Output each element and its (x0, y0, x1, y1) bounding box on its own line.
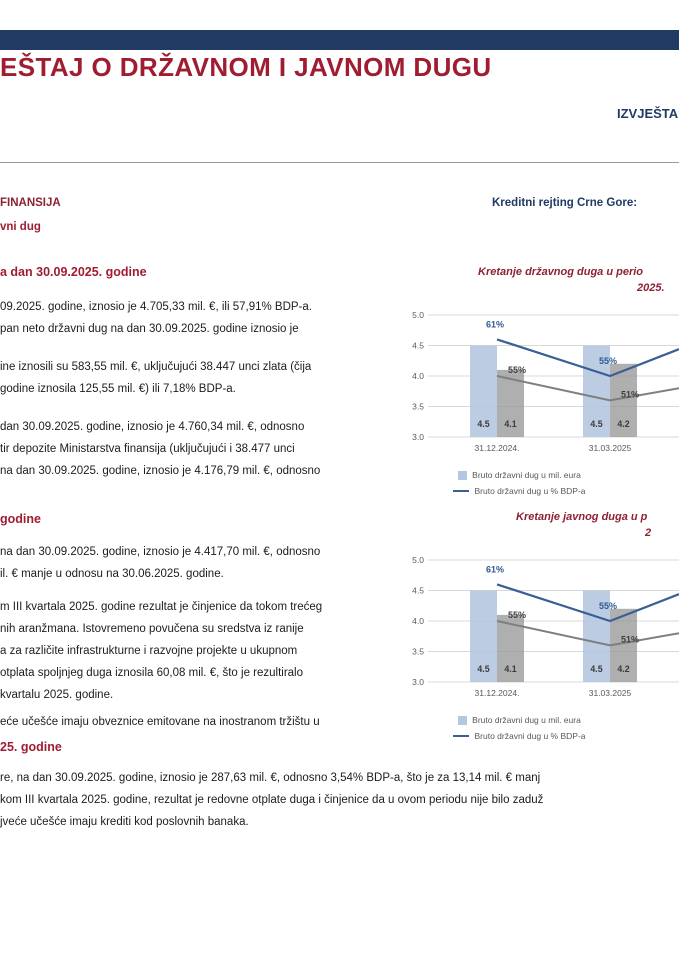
text-line: jveće učešće imaju krediti kod poslovnih banaka. (0, 816, 249, 828)
chart-title-public-debt-line2: 2 (645, 527, 652, 539)
ministry-label: FINANSIJA (0, 197, 61, 209)
legend-line-marker-icon (453, 490, 469, 492)
svg-text:4.2: 4.2 (617, 419, 630, 429)
paragraph (0, 541, 393, 585)
legend-label: Bruto državni dug u % BDP-a (474, 486, 586, 496)
paragraph (0, 767, 679, 833)
text-line: 09.2025. godine, iznosio je 4.705,33 mil. €, ili 57,91% BDP-a. (0, 301, 312, 313)
text-line: ine iznosili su 583,55 mil. €, uključujući 38.447 unci zlata (čija (0, 361, 312, 373)
paragraph (0, 296, 393, 340)
svg-text:4.5: 4.5 (590, 664, 603, 674)
svg-text:51%: 51% (620, 389, 640, 400)
svg-text:4.5: 4.5 (412, 585, 424, 596)
text-line: godine iznosila 125,55 mil. €) ili 7,18% BDP-a. (0, 383, 236, 395)
svg-text:5.0: 5.0 (412, 555, 424, 565)
svg-text:55%: 55% (507, 610, 527, 620)
text-line: il. € manje u odnosu na 30.06.2025. godine. (0, 568, 224, 580)
section-heading-state-debt: a dan 30.09.2025. godine (0, 265, 147, 279)
svg-text:3.5: 3.5 (412, 646, 424, 657)
legend-line-marker-icon (453, 735, 469, 737)
paragraph (0, 711, 393, 733)
report-subtitle: IZVJEŠTA (617, 106, 679, 121)
state-debt-chart (400, 303, 679, 463)
svg-text:61%: 61% (485, 319, 505, 330)
text-line: na dan 30.09.2025. godine, iznosio je 4.417,70 mil. €, odnosno (0, 546, 321, 558)
svg-text:3.0: 3.0 (412, 677, 424, 687)
state-debt-chart-legend (380, 467, 659, 499)
public-debt-chart (400, 548, 679, 708)
text-line: na dan 30.09.2025. godine, iznosio je 4.176,79 mil. €, odnosno (0, 465, 321, 477)
legend-item (380, 483, 659, 499)
report-title: EŠTAJ O DRŽAVNOM I JAVNOM DUGU (0, 52, 492, 82)
svg-text:3.0: 3.0 (412, 432, 424, 442)
svg-text:31.03.2025: 31.03.2025 (588, 688, 632, 698)
svg-text:4.5: 4.5 (412, 340, 424, 351)
text-line: tir depozite Ministarstva finansija (uključujući i 38.477 unci (0, 443, 295, 455)
chart-title-state-debt: Kretanje državnog duga u perio (478, 266, 644, 278)
svg-text:61%: 61% (485, 564, 505, 575)
svg-text:4.2: 4.2 (617, 664, 630, 674)
chart-title-state-debt-line2: 2025. (637, 282, 665, 294)
legend-item (380, 728, 659, 744)
svg-text:4.5: 4.5 (477, 664, 490, 674)
section-heading-guarantees: 25. godine (0, 740, 62, 754)
text-line: otplata spoljnjeg duga iznosila 60,08 mil. €, što je rezultiralo (0, 667, 304, 679)
text-line: kom III kvartala 2025. godine, rezultat je redovne otplate duga i činjenice da u ovom periodu nije bilo zaduž (0, 794, 544, 806)
header-bar (0, 30, 679, 50)
svg-text:51%: 51% (620, 634, 640, 645)
text-line: eće učešće imaju obveznice emitovane na inostranom tržištu u (0, 716, 320, 728)
legend-square-marker-icon (458, 716, 467, 725)
legend-square-marker-icon (458, 471, 467, 480)
legend-item (380, 712, 659, 728)
svg-text:4.0: 4.0 (412, 616, 424, 626)
svg-text:4.5: 4.5 (477, 419, 490, 429)
ministry-sublabel: vni dug (0, 221, 41, 233)
svg-text:4.1: 4.1 (504, 419, 517, 429)
public-debt-chart-legend (380, 712, 659, 744)
chart-title-public-debt: Kretanje javnog duga u p (516, 511, 648, 523)
paragraph (0, 356, 393, 400)
svg-text:31.12.2024.: 31.12.2024. (474, 443, 520, 453)
svg-text:4.0: 4.0 (412, 371, 424, 381)
paragraph (0, 416, 393, 482)
svg-text:31.03.2025: 31.03.2025 (588, 443, 632, 453)
text-line: m III kvartala 2025. godine rezultat je činjenice da tokom trećeg (0, 601, 323, 613)
legend-item (380, 467, 659, 483)
text-line: kvartalu 2025. godine. (0, 689, 114, 701)
svg-text:55%: 55% (598, 356, 618, 366)
paragraph (0, 596, 393, 706)
section-heading-public-debt: godine (0, 512, 41, 526)
divider (0, 162, 679, 163)
svg-text:55%: 55% (598, 601, 618, 611)
svg-text:55%: 55% (507, 365, 527, 375)
text-line: a za različite infrastrukturne i razvojne projekte u ukupnom (0, 645, 298, 657)
svg-text:3.5: 3.5 (412, 401, 424, 412)
svg-text:4.5: 4.5 (590, 419, 603, 429)
text-line: nih aranžmana. Istovremeno povučena su sredstva iz ranije (0, 623, 304, 635)
legend-label: Bruto državni dug u mil. eura (472, 715, 581, 725)
text-line: pan neto državni dug na dan 30.09.2025. godine iznosio je (0, 323, 299, 335)
svg-text:4.1: 4.1 (504, 664, 517, 674)
svg-text:5.0: 5.0 (412, 310, 424, 320)
legend-label: Bruto državni dug u mil. eura (472, 470, 581, 480)
credit-rating-label: Kreditni rejting Crne Gore: (492, 197, 638, 209)
svg-text:31.12.2024.: 31.12.2024. (474, 688, 520, 698)
text-line: re, na dan 30.09.2025. godine, iznosio je 287,63 mil. €, odnosno 3,54% BDP-a, što je za 13,14 mil. € manj (0, 772, 541, 784)
text-line: dan 30.09.2025. godine, iznosio je 4.760,34 mil. €, odnosno (0, 421, 305, 433)
legend-label: Bruto državni dug u % BDP-a (474, 731, 586, 741)
